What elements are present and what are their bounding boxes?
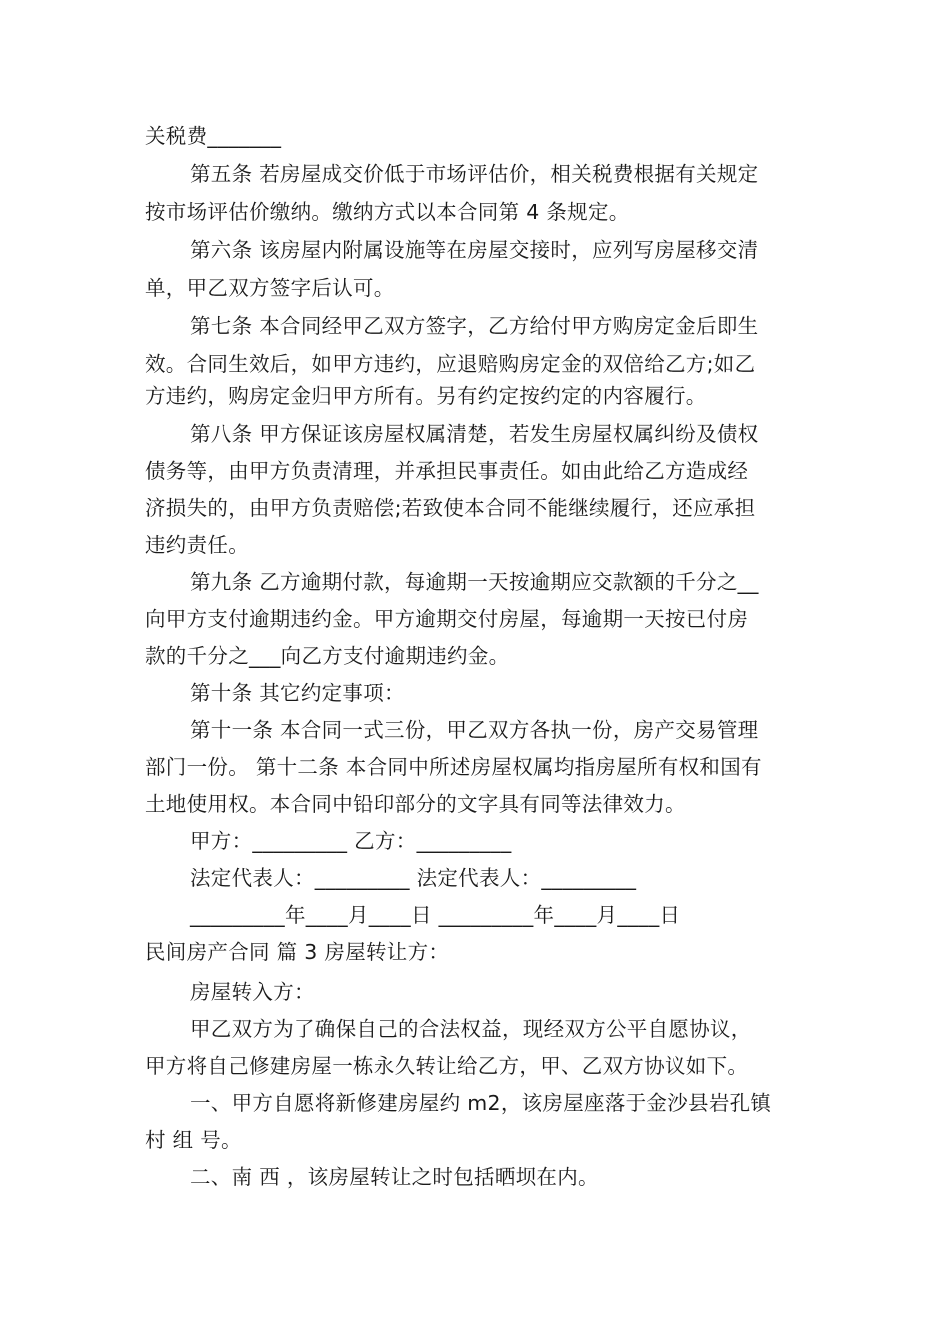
text-line: 土地使用权。本合同中铅印部分的文字具有同等法律效力。: [145, 792, 686, 816]
text-line: 房屋转入方：: [190, 980, 315, 1004]
signature-line-dates: _________年____月____日 _________年____月____日: [190, 903, 681, 927]
text-line: 按市场评估价缴纳。缴纳方式以本合同第 4 条规定。: [145, 200, 630, 224]
text-line: 款的千分之___向乙方支付逾期违约金。: [145, 644, 510, 668]
text-line: 单，甲乙双方签字后认可。: [145, 276, 395, 300]
text-line: 济损失的，由甲方负责赔偿;若致使本合同不能继续履行，还应承担: [145, 496, 756, 520]
text-line: 关税费_______: [145, 124, 282, 148]
text-line: 第十条 其它约定事项：: [190, 681, 405, 705]
text-line: 效。合同生效后，如甲方违约，应退赔购房定金的双倍给乙方;如乙: [145, 352, 756, 376]
text-line: 第九条 乙方逾期付款，每逾期一天按逾期应交款额的千分之__: [190, 570, 759, 594]
text-line: 甲方将自己修建房屋一栋永久转让给乙方，甲、乙双方协议如下。: [145, 1054, 749, 1078]
text-line: 甲乙双方为了确保自己的合法权益，现经双方公平自愿协议，: [190, 1017, 752, 1041]
text-line: 部门一份。 第十二条 本合同中所述房屋权属均指房屋所有权和国有: [145, 755, 762, 779]
text-line: 债务等，由甲方负责清理，并承担民事责任。如由此给乙方造成经: [145, 459, 749, 483]
section-heading: 民间房产合同 篇 3 房屋转让方：: [145, 940, 450, 964]
text-line: 第五条 若房屋成交价低于市场评估价，相关税费根据有关规定: [190, 162, 759, 186]
text-line: 第八条 甲方保证该房屋权属清楚，若发生房屋权属纠纷及债权: [190, 422, 759, 446]
text-line: 方违约，购房定金归甲方所有。另有约定按约定的内容履行。: [145, 384, 707, 408]
text-line: 向甲方支付逾期违约金。甲方逾期交付房屋，每逾期一天按已付房: [145, 607, 749, 631]
text-line: 违约责任。: [145, 533, 249, 557]
signature-line-representatives: 法定代表人：_________ 法定代表人：_________: [190, 866, 637, 890]
text-line: 村 组 号。: [145, 1128, 242, 1152]
text-line: 二、南 西 ，该房屋转让之时包括晒坝在内。: [190, 1165, 599, 1189]
text-line: 第十一条 本合同一式三份，甲乙双方各执一份，房产交易管理: [190, 718, 759, 742]
text-line: 一、甲方自愿将新修建房屋约 m2，该房屋座落于金沙县岩孔镇: [190, 1091, 772, 1115]
text-line: 第七条 本合同经甲乙双方签字，乙方给付甲方购房定金后即生: [190, 314, 759, 338]
text-line: 第六条 该房屋内附属设施等在房屋交接时，应列写房屋移交清: [190, 238, 759, 262]
signature-line-parties: 甲方：_________ 乙方：_________: [190, 829, 512, 853]
